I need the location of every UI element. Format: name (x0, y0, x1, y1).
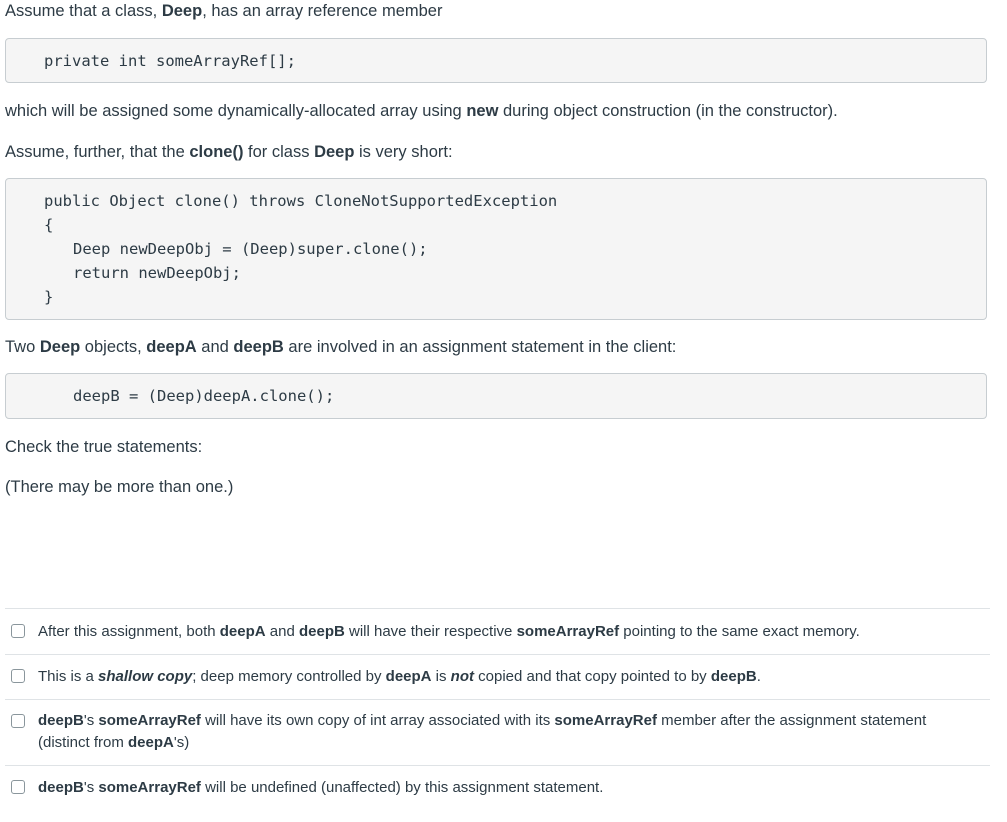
class-name: Deep (39, 338, 81, 356)
answer-bold: deepA (385, 668, 432, 685)
answer-fragment: 's) (173, 734, 190, 751)
intro-text (5, 0, 442, 22)
code-line: Deep newDeepObj = (Deep)super.clone(); (73, 240, 428, 258)
objects-prefix: Two (5, 338, 40, 356)
answer-fragment: will have its own copy of int array associated with its (200, 712, 555, 729)
code-line: } (44, 288, 54, 306)
answer-option-3[interactable] (5, 699, 990, 765)
answer-fragment: copied and that copy pointed to by (474, 668, 711, 685)
answer-fragment: ; deep memory controlled by (192, 668, 386, 685)
intro-prefix: Assume that a class, (5, 2, 162, 20)
objects-middle: and (196, 338, 234, 356)
answer-text[interactable] (38, 710, 960, 754)
code-block-assignment (5, 373, 987, 419)
answer-fragment: and (265, 623, 299, 640)
answer-fragment: . (756, 668, 761, 685)
intro-suffix: , has an array reference member (202, 2, 443, 20)
clone-intro-middle: for class (243, 143, 315, 161)
answer-fragment: After this assignment, both (38, 623, 220, 640)
construction-text (5, 100, 838, 122)
answer-fragment: member after the assignment statement (distinct from (38, 712, 927, 751)
answer-option-1[interactable] (5, 608, 990, 654)
answer-bold-italic: not (450, 668, 474, 685)
answer-bold: deepA (128, 734, 174, 751)
clone-intro-text (5, 141, 453, 163)
answer-bold: someArrayRef (98, 712, 201, 729)
answer-fragment: This is a (38, 668, 99, 685)
code-line: private int someArrayRef[]; (44, 52, 296, 70)
code-line: deepB = (Deep)deepA.clone(); (73, 387, 335, 405)
answer-text[interactable] (38, 777, 960, 799)
answer-bold: deepB (38, 712, 84, 729)
code-block-clone (5, 178, 987, 320)
objects-text (5, 336, 676, 358)
answer-bold: deepB (710, 668, 757, 685)
objects-suffix: are involved in an assignment statement in the client: (283, 338, 677, 356)
checkbox[interactable] (11, 669, 25, 683)
clone-intro-suffix: is very short: (354, 143, 453, 161)
checkbox[interactable] (11, 714, 25, 728)
checkbox[interactable] (11, 780, 25, 794)
answer-fragment: pointing to the same exact memory. (619, 623, 860, 640)
construction-suffix: during object construction (in the constructor). (498, 102, 838, 120)
clone-intro-prefix: Assume, further, that the (5, 143, 190, 161)
answer-bold: deepB (38, 779, 84, 796)
checkbox[interactable] (11, 624, 25, 638)
answer-fragment: will have their respective (344, 623, 517, 640)
answer-bold: someArrayRef (554, 712, 657, 729)
answer-bold: someArrayRef (516, 623, 620, 640)
answer-fragment: will be undefined (unaffected) by this assignment statement. (200, 779, 604, 796)
new-keyword: new (466, 102, 499, 120)
answer-text[interactable] (38, 666, 960, 688)
code-line: public Object clone() throws CloneNotSupportedException (44, 192, 558, 210)
answer-fragment: 's (83, 712, 99, 729)
object-name: deepB (233, 338, 284, 356)
answer-fragment: 's (83, 779, 99, 796)
clone-method-name: clone() (189, 143, 244, 161)
instruction-note: (There may be more than one.) (5, 478, 234, 496)
answer-text[interactable] (38, 621, 960, 643)
instruction-text: Check the true statements: (5, 438, 203, 456)
answer-bold-italic: shallow copy (98, 668, 193, 685)
code-line: return newDeepObj; (73, 264, 241, 282)
answer-bold: deepA (219, 623, 266, 640)
code-block-member (5, 38, 987, 83)
class-name: Deep (314, 143, 355, 161)
answer-option-2[interactable] (5, 654, 990, 699)
objects-middle: objects, (80, 338, 147, 356)
answer-list (5, 608, 990, 810)
answer-fragment: is (431, 668, 451, 685)
answer-bold: someArrayRef (98, 779, 201, 796)
answer-bold: deepB (298, 623, 345, 640)
construction-prefix: which will be assigned some dynamically-allocated array using (5, 102, 467, 120)
class-name: Deep (161, 2, 203, 20)
object-name: deepA (146, 338, 197, 356)
code-line: { (44, 216, 54, 234)
answer-option-4[interactable] (5, 765, 990, 810)
